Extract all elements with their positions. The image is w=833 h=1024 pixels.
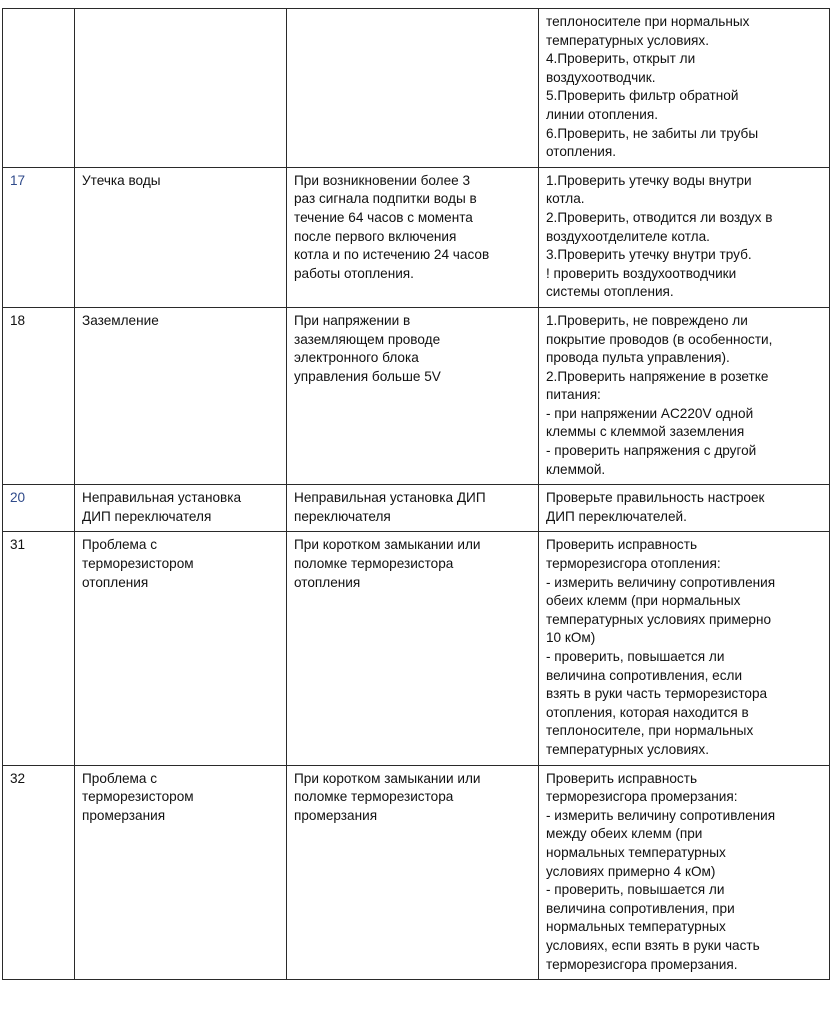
action-line: терморезисгора отопления: [546, 556, 721, 572]
action-line: 1.Проверить утечку воды внутри [546, 172, 752, 188]
action-line: теплоносителе, при нормальных [546, 723, 754, 739]
table-row [3, 9, 830, 168]
actions-cell [539, 307, 830, 484]
action-line: нормальных температурных [546, 919, 726, 935]
action-line: отопления, которая находится в [546, 704, 749, 720]
actions-cell [539, 532, 830, 765]
error-code-cell [3, 532, 75, 765]
error-code: 31 [10, 537, 26, 553]
action-line: клеммы с клеммой заземления [546, 424, 745, 440]
error-code-cell [3, 9, 75, 168]
action-line: терморезисгора промерзания: [546, 789, 738, 805]
action-line: покрытие проводов (в особенности, [546, 331, 773, 347]
action-line: ДИП переключателей. [546, 508, 687, 524]
error-code: 20 [10, 490, 26, 506]
error-name-line: Проблема с [82, 770, 158, 786]
table-row [3, 307, 830, 484]
actions-cell [539, 765, 830, 980]
action-line: Проверить исправность [546, 770, 698, 786]
condition-line: При напряжении в [294, 312, 411, 328]
action-line: обеих клемм (при нормальных [546, 593, 741, 609]
action-line: воздухоотделителе котла. [546, 228, 710, 244]
action-line: 5.Проверить фильтр обратной [546, 88, 739, 104]
action-line: системы отопления. [546, 284, 674, 300]
error-code-cell [3, 307, 75, 484]
condition-line: электронного блока [294, 350, 419, 366]
error-name-line: Заземление [82, 312, 159, 328]
condition-line: При коротком замыкании или [294, 770, 481, 786]
action-line: взять в руки часть терморезистора [546, 686, 768, 702]
action-line: - измерить величину сопротивления [546, 807, 776, 823]
table-row [3, 485, 830, 532]
error-name-cell [75, 532, 287, 765]
error-code: 17 [10, 172, 26, 188]
condition-line: переключателя [294, 508, 391, 524]
error-codes-table [2, 8, 830, 980]
condition-line: заземляющем проводе [294, 331, 441, 347]
condition-line: поломке терморезистора [294, 789, 454, 805]
error-code-cell [3, 765, 75, 980]
error-name-line: терморезистором [82, 789, 194, 805]
action-line: провода пульта управления). [546, 350, 730, 366]
error-name-line: Утечка воды [82, 172, 161, 188]
action-line: 1.Проверить, не повреждено ли [546, 312, 748, 328]
error-name-cell [75, 167, 287, 307]
action-line: клеммой. [546, 461, 606, 477]
action-line: условиях примерно 4 кОм) [546, 863, 716, 879]
action-line: нормальных температурных [546, 844, 726, 860]
action-line: величина сопротивления, при [546, 900, 735, 916]
action-line: температурных условиях. [546, 741, 709, 757]
action-line: воздухоотводчик. [546, 69, 656, 85]
error-name-line: Проблема с [82, 537, 158, 553]
condition-line: управления больше 5V [294, 368, 441, 384]
error-name-line: отопления [82, 574, 149, 590]
condition-cell [287, 167, 539, 307]
action-line: питания: [546, 387, 601, 403]
error-code: 18 [10, 312, 26, 328]
table-row [3, 532, 830, 765]
error-code-cell [3, 485, 75, 532]
error-name-line: Неправильная установка [82, 490, 242, 506]
condition-line: течение 64 часов с момента [294, 209, 473, 225]
error-name-line: промерзания [82, 807, 166, 823]
condition-line: При возникновении более 3 [294, 172, 471, 188]
condition-cell [287, 765, 539, 980]
action-line: теплоносителе при нормальных [546, 14, 750, 29]
action-line: - проверить, повышается ли [546, 882, 725, 898]
condition-cell [287, 307, 539, 484]
error-code: 32 [10, 770, 26, 786]
error-name-cell [75, 485, 287, 532]
action-line: ! проверить воздухоотводчики [546, 265, 737, 281]
action-line: - проверить напряжения с другой [546, 443, 757, 459]
condition-cell [287, 485, 539, 532]
action-line: - измерить величину сопротивления [546, 574, 776, 590]
action-line: 2.Проверить, отводится ли воздух в [546, 209, 773, 225]
error-name-cell [75, 765, 287, 980]
condition-line: поломке терморезистора [294, 556, 454, 572]
error-name-line: терморезистором [82, 556, 194, 572]
error-name-line: ДИП переключателя [82, 508, 212, 524]
error-name-cell [75, 307, 287, 484]
action-line: 3.Проверить утечку внутри труб. [546, 247, 752, 263]
action-line: условиях, еспи взять в руки часть [546, 937, 760, 953]
action-line: Проверьте правильность настроек [546, 490, 765, 506]
action-line: линии отопления. [546, 106, 658, 122]
action-line: 4.Проверить, открыт ли [546, 51, 696, 67]
condition-line: Неправильная установка ДИП [294, 490, 486, 506]
action-line: терморезисгора промерзания. [546, 956, 738, 972]
condition-line: после первого включения [294, 228, 457, 244]
condition-line: раз сигнала подпитки воды в [294, 191, 477, 207]
action-line: температурных условиях. [546, 32, 709, 48]
action-line: 10 кОм) [546, 630, 596, 646]
condition-line: отопления [294, 574, 361, 590]
error-code-cell [3, 167, 75, 307]
condition-line: котла и по истечению 24 часов [294, 247, 490, 263]
action-line: 2.Проверить напряжение в розетке [546, 368, 769, 384]
action-line: отопления. [546, 144, 616, 160]
action-line: температурных условиях примерно [546, 611, 772, 627]
action-line: между обеих клемм (при [546, 826, 703, 842]
action-line: - при напряжении AC220V одной [546, 405, 754, 421]
condition-cell [287, 9, 539, 168]
action-line: 6.Проверить, не забиты ли трубы [546, 125, 759, 141]
actions-cell [539, 167, 830, 307]
action-line: котла. [546, 191, 585, 207]
error-name-cell [75, 9, 287, 168]
condition-cell [287, 532, 539, 765]
condition-line: работы отопления. [294, 265, 414, 281]
action-line: величина сопротивления, если [546, 667, 743, 683]
table-row [3, 765, 830, 980]
actions-cell [539, 485, 830, 532]
condition-line: При коротком замыкании или [294, 537, 481, 553]
action-line: - проверить, повышается ли [546, 649, 725, 664]
actions-cell [539, 9, 830, 168]
table-row [3, 167, 830, 307]
condition-line: промерзания [294, 807, 378, 823]
action-line: Проверить исправность [546, 537, 698, 553]
